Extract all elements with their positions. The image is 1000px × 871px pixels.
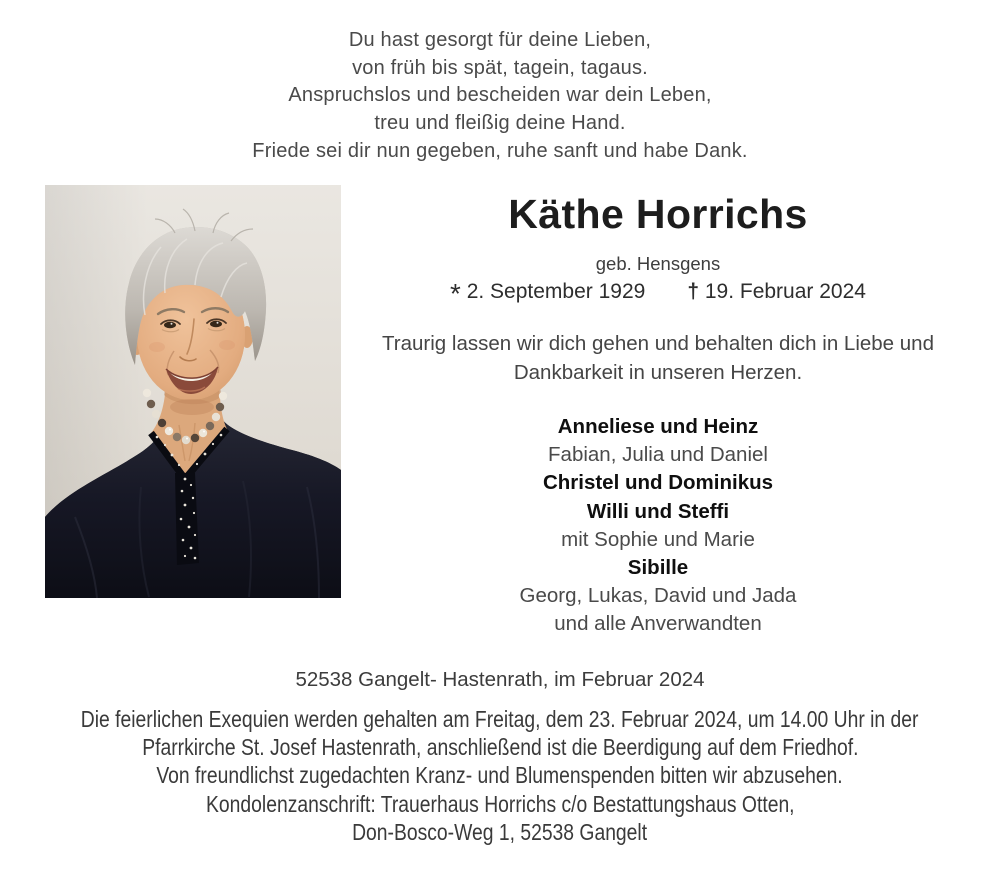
mourner-line: Fabian, Julia und Daniel <box>548 443 768 467</box>
poem-line: Anspruchslos und bescheiden war dein Leben, <box>288 84 712 107</box>
mourner-line: und alle Anverwandten <box>554 612 762 636</box>
funeral-info-line: Die feierlichen Exequien werden gehalten am Freitag, dem 23. Februar 2024, um 14.00 Uhr in der <box>81 706 919 732</box>
maiden-name: geb. Hensgens <box>595 253 721 274</box>
poem-line: Du hast gesorgt für deine Lieben, <box>348 29 652 51</box>
death-date-text: 19. Februar 2024 <box>704 280 866 303</box>
poem <box>0 27 1000 166</box>
mourner-line: mit Sophie und Marie <box>561 527 755 551</box>
funeral-info-line: Von freundlichst zugedachten Kranz- und Blumenspenden bitten wir abzusehen. <box>156 762 844 789</box>
birth-date: * 2. September 1929 <box>450 277 646 309</box>
mourners-list <box>362 413 954 639</box>
poem-line: Friede sei dir nun gegeben, ruhe sanft und habe Dank. <box>252 139 748 162</box>
birth-date-text: 2. September 1929 <box>466 280 646 303</box>
farewell-text <box>362 329 954 387</box>
death-cross-icon: † <box>687 280 699 303</box>
mourner-line: Willi und Steffi <box>586 499 730 523</box>
place-date-line: 52538 Gangelt- Hastenrath, im Februar 2024 <box>295 668 705 691</box>
mourner-line: Georg, Lukas, David und Jada <box>519 584 797 608</box>
deceased-name: Käthe Horrichs <box>508 191 808 237</box>
funeral-info-line: Pfarrkirche St. Josef Hastenrath, anschließend ist die Beerdigung auf dem Friedhof. <box>141 734 859 761</box>
farewell-line: Dankbarkeit in unseren Herzen. <box>513 361 803 384</box>
funeral-info-line: Kondolenzanschrift: Trauerhaus Horrichs c/o Bestattungshaus Otten, <box>205 790 795 817</box>
funeral-info <box>0 706 1000 847</box>
mourner-line: Sibille <box>627 556 689 580</box>
funeral-info-line: Don-Bosco-Weg 1, 52538 Gangelt <box>352 818 648 845</box>
death-date <box>687 280 866 303</box>
farewell-line: Traurig lassen wir dich gehen und behalten dich in Liebe und <box>382 332 934 355</box>
life-dates <box>362 277 954 309</box>
poem-line: treu und fleißig deine Hand. <box>374 112 626 135</box>
portrait-photo <box>45 185 341 598</box>
mourner-line: Anneliese und Heinz <box>557 415 759 438</box>
mourner-line: Christel und Dominikus <box>542 471 774 495</box>
poem-line: von früh bis spät, tagein, tagaus. <box>352 56 648 79</box>
